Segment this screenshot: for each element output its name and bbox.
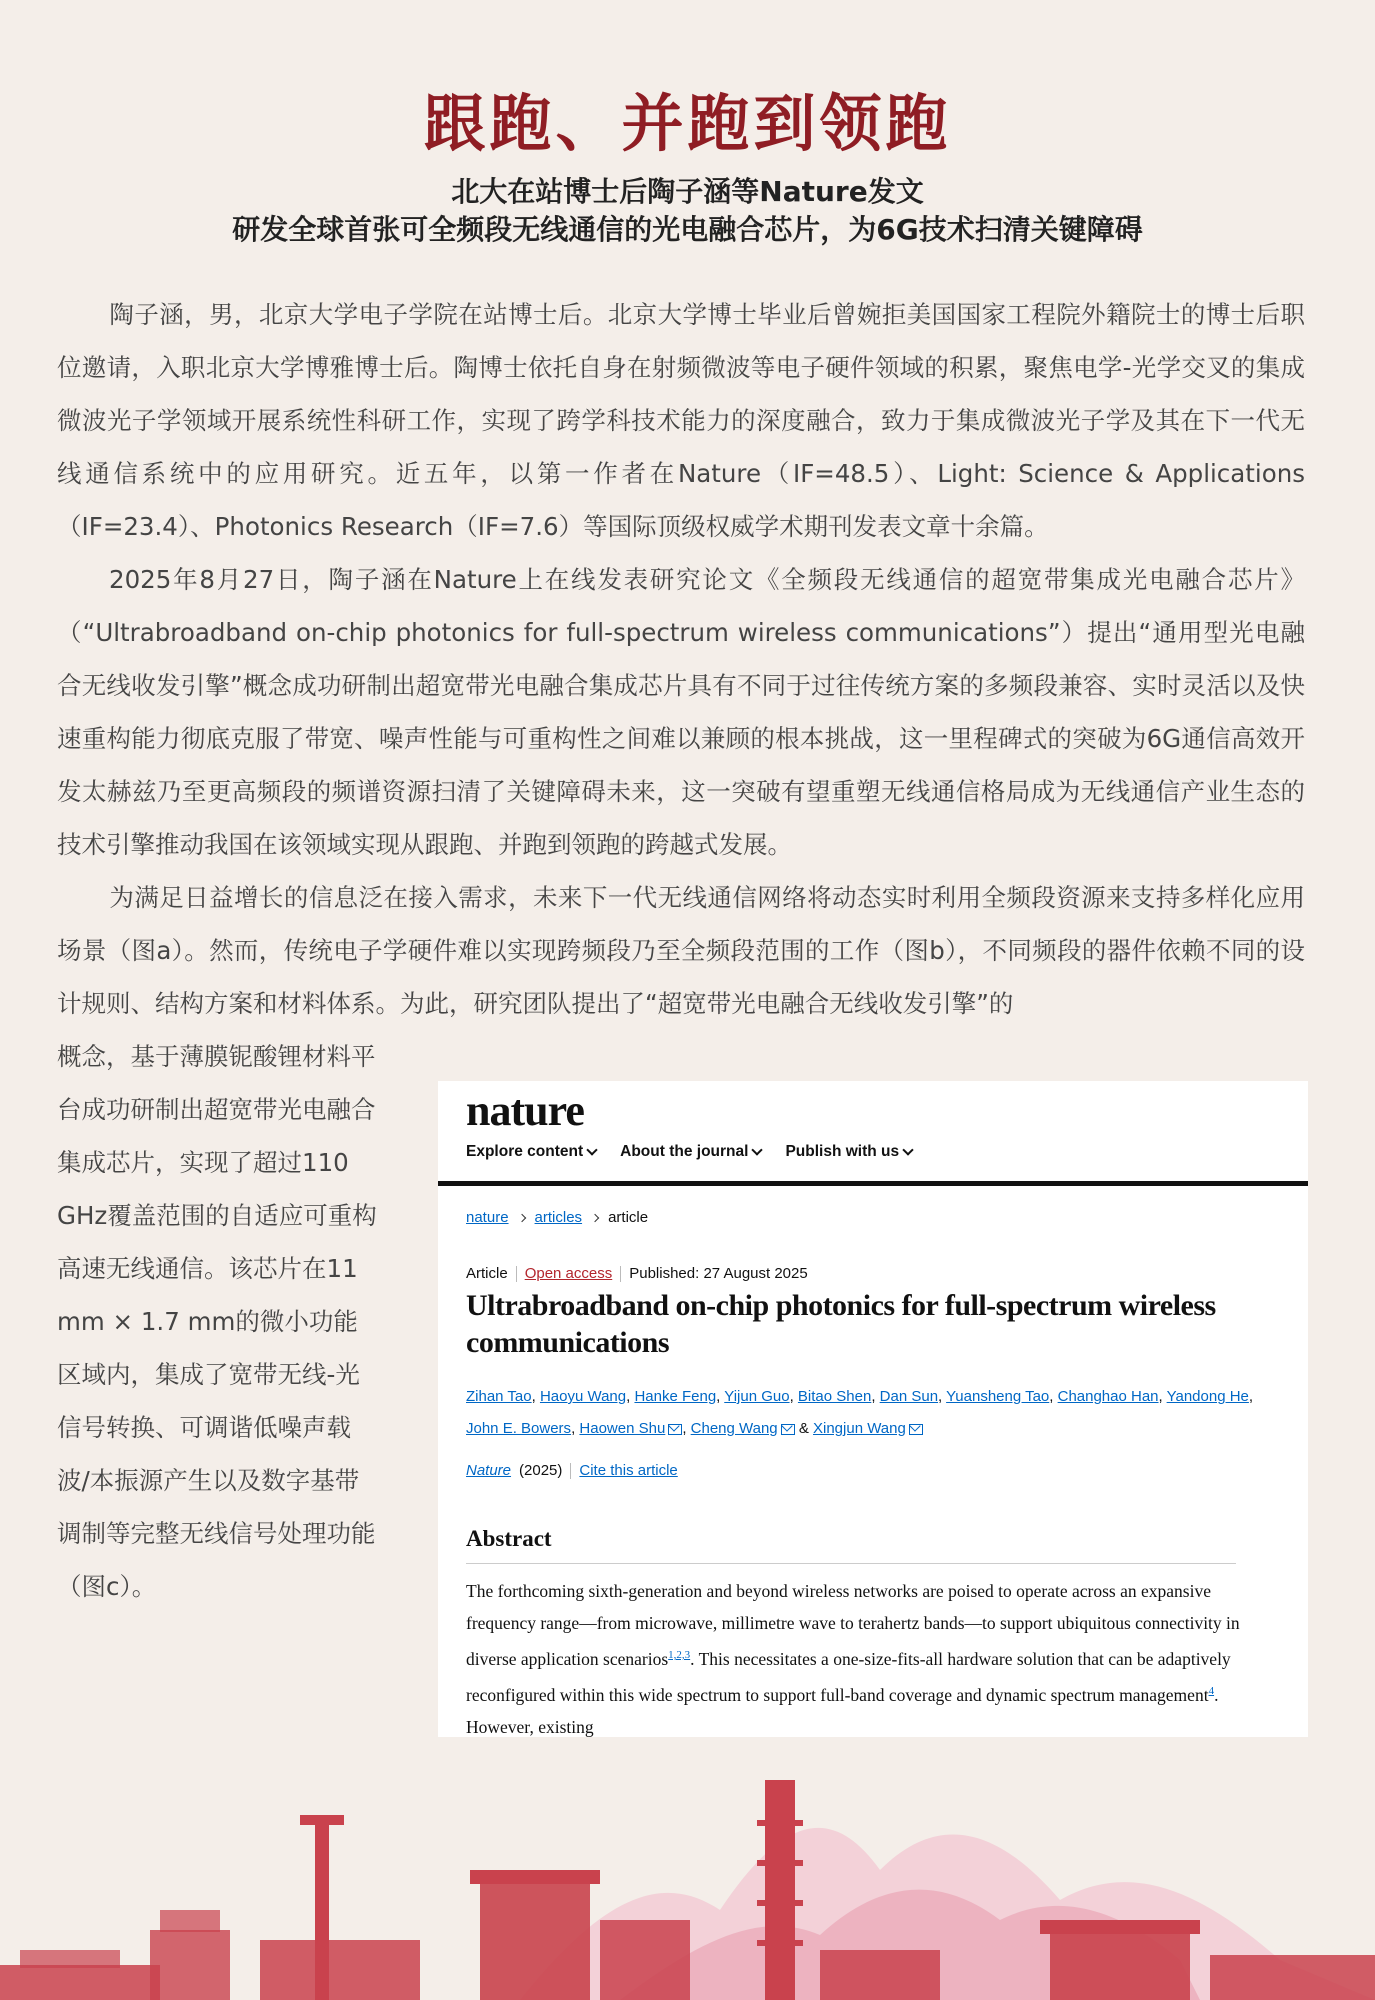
author-link[interactable]: Yijun Guo: [724, 1388, 790, 1405]
abstract-text: The forthcoming sixth-generation and beyond wireless networks are poised to operate across an expansive frequency range—from microwave, millimetre wave to terahertz bands—to support ubiquitous connectivity in diverse application scenarios$^{1,2,3}$. This necessitates a one-size-fits-all hardware solution that can be adaptively reconfigured within this wide spectrum to support full-band coverage and dynamic spectrum management$^4$. However, existing: [466, 1581, 1240, 1737]
published-date: Published: 27 August 2025: [629, 1265, 808, 1282]
nav-publish-with-us[interactable]: Publish with us: [785, 1143, 912, 1161]
author-link[interactable]: Cheng Wang: [690, 1420, 778, 1437]
citation-row: [466, 1462, 678, 1479]
nature-nav: [466, 1143, 912, 1161]
author-link[interactable]: Dan Sun: [879, 1388, 939, 1405]
meta-divider: [570, 1463, 571, 1479]
campus-skyline-illustration: [0, 1760, 1375, 2000]
nav-divider: [438, 1181, 1308, 1186]
page-title: 跟跑、并跑到领跑: [423, 87, 952, 160]
body-paragraph-3: 为满足日益增长的信息泛在接入需求，未来下一代无线通信网络将动态实时利用全频段资源来支持多样化应用场景（图a）。然而，传统电子学硬件难以实现跨频段乃至全频段范围的工作（图b），不同频段的器件依赖不同的设计规则、结构方案和材料体系。为此，研究团队提出了“超宽带光电融合无线收发引擎”的: [57, 883, 1305, 1018]
body-paragraph-3-continued: 概念，基于薄膜铌酸锂材料平台成功研制出超宽带光电融合集成芯片，实现了超过110 GHz覆盖范围的自适应可重构高速无线通信。该芯片在11 mm × 1.7 mm的微小功能区域内，集成了宽带无线-光信号转换、可调谐低噪声载波/本振源产生以及数字基带调制等完整无线信号处理功能（图c）。: [57, 1042, 377, 1601]
author-link[interactable]: Bitao Shen: [797, 1388, 872, 1405]
publication-year: (2025): [519, 1462, 563, 1479]
cite-article-link[interactable]: Cite this article: [579, 1462, 678, 1479]
article-title: Ultrabroadband on-chip photonics for full-spectrum wireless communications: [466, 1289, 1216, 1359]
body-paragraph-1: 陶子涵，男，北京大学电子学院在站博士后。北京大学博士毕业后曾婉拒美国国家工程院外籍院士的博士后职位邀请，入职北京大学博雅博士后。陶博士依托自身在射频微波等电子硬件领域的积累，聚焦电学-光学交叉的集成微波光子学领域开展系统性科研工作，实现了跨学科技术能力的深度融合，致力于集成微波光子学及其在下一代无线通信系统中的应用研究。近五年，以第一作者在Nature（IF=48.5）、Light: Science & Applications（IF=23.4）、Photonics Research（IF=7.6）等国际顶级权威学术期刊发表文章十余篇。: [57, 300, 1305, 541]
author-link[interactable]: Yandong He: [1166, 1388, 1249, 1405]
chevron-down-icon: [902, 1144, 913, 1155]
chevron-right-icon: [591, 1213, 599, 1221]
nature-logo[interactable]: nature: [466, 1086, 584, 1135]
body-paragraph-2: 2025年8月27日，陶子涵在Nature上在线发表研究论文《全频段无线通信的超宽带集成光电融合芯片》（“Ultrabroadband on-chip photonics for full-spectrum wireless communications”）提出“通用型光电融合无线收发引擎”概念成功研制出超宽带光电融合集成芯片具有不同于过往传统方案的多频段兼容、实时灵活以及快速重构能力彻底克服了带宽、噪声性能与可重构性之间难以兼顾的根本挑战，这一里程碑式的突破为6G通信高效开发太赫兹乃至更高频段的频谱资源扫清了关键障碍未来，这一突破有望重塑无线通信格局成为无线通信产业生态的技术引擎推动我国在该领域实现从跟跑、并跑到领跑的跨越式发展。: [57, 565, 1305, 859]
abstract-heading: Abstract: [466, 1526, 552, 1551]
journal-link[interactable]: Nature: [466, 1462, 512, 1479]
author-link[interactable]: Hanke Feng: [634, 1388, 717, 1405]
author-link[interactable]: Changhao Han: [1057, 1388, 1159, 1405]
breadcrumb: [466, 1209, 648, 1226]
author-link[interactable]: Zihan Tao: [466, 1388, 532, 1405]
chevron-down-icon: [752, 1144, 763, 1155]
nav-about-journal[interactable]: About the journal: [620, 1143, 761, 1161]
abstract-divider: [466, 1563, 1236, 1564]
subtitle-line-2: 研发全球首张可全频段无线通信的光电融合芯片，为6G技术扫清关键障碍: [232, 213, 1143, 246]
subtitle-line-1: 北大在站博士后陶子涵等Nature发文: [451, 175, 924, 208]
author-link[interactable]: Yuansheng Tao: [946, 1388, 1050, 1405]
email-icon[interactable]: [781, 1424, 795, 1435]
chevron-right-icon: [517, 1213, 525, 1221]
author-link[interactable]: Xingjun Wang: [813, 1420, 906, 1437]
email-icon[interactable]: [909, 1424, 923, 1435]
breadcrumb-nature[interactable]: nature: [466, 1209, 509, 1226]
article-meta: [466, 1265, 808, 1282]
meta-divider: [516, 1266, 517, 1282]
reference-link[interactable]: 1,2,3: [668, 1649, 691, 1661]
chevron-down-icon: [586, 1144, 597, 1155]
meta-divider: [620, 1266, 621, 1282]
article-type: Article: [466, 1265, 508, 1282]
breadcrumb-articles[interactable]: articles: [534, 1209, 583, 1226]
author-link[interactable]: Haoyu Wang: [539, 1388, 627, 1405]
author-list: Zihan Tao, Haoyu Wang, Hanke Feng, Yijun Guo, Bitao Shen, Dan Sun, Yuansheng Tao, Changhao Han, Yandong He, John E. Bowers, Haowen Shu , Cheng Wang & Xingjun Wang: [466, 1388, 1254, 1437]
breadcrumb-article: article: [608, 1209, 649, 1226]
open-access-link[interactable]: Open access: [524, 1265, 613, 1282]
author-link[interactable]: John E. Bowers: [466, 1420, 572, 1437]
email-icon[interactable]: [668, 1424, 682, 1435]
reference-link[interactable]: 4: [1208, 1684, 1215, 1697]
nav-explore-content[interactable]: Explore content: [466, 1143, 596, 1161]
author-link[interactable]: Haowen Shu: [579, 1420, 666, 1437]
nature-article-screenshot: [438, 1081, 1308, 1737]
